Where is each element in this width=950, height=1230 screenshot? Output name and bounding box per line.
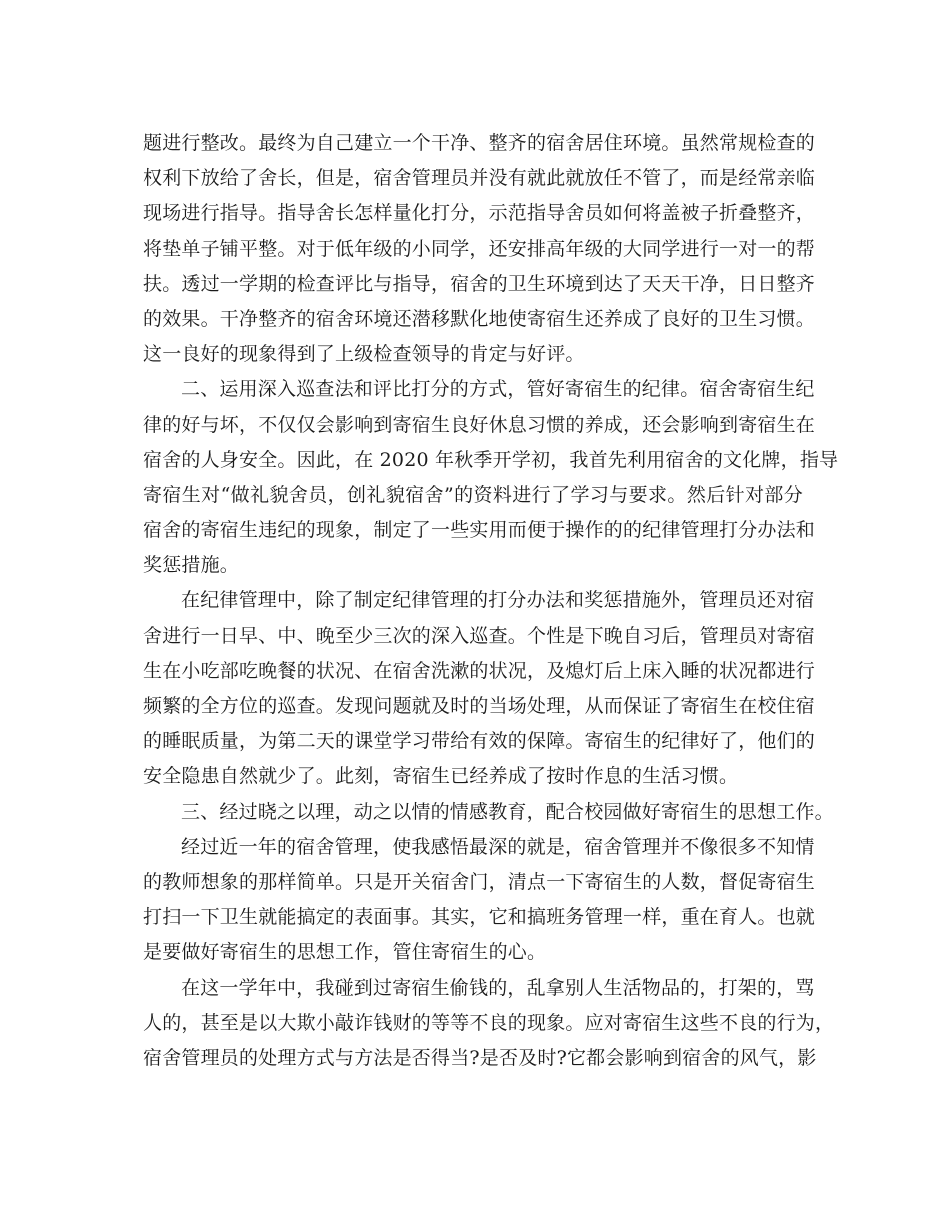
text-line: 奖惩措施。: [143, 554, 240, 577]
text-line: 经过近一年的宿舍管理，使我感悟最深的就是，宿舍管理并不像很多不知情: [181, 835, 815, 858]
text-line: 是要做好寄宿生的思想工作，管住寄宿生的心。: [143, 941, 547, 964]
text-line: 二、运用深入巡查法和评比打分的方式，管好寄宿生的纪律。宿舍寄宿生纪: [181, 378, 815, 401]
text-line: 的睡眠质量，为第二天的课堂学习带给有效的保障。寄宿生的纪律好了，他们的: [143, 730, 816, 753]
text-line: 宿舍管理员的处理方式与方法是否得当?是否及时?它都会影响到宿舍的风气，影: [143, 1046, 817, 1069]
text-line: 舍进行一日早、中、晚至少三次的深入巡查。个性是下晚自习后，管理员对寄宿: [143, 624, 816, 647]
text-line: 律的好与坏，不仅仅会影响到寄宿生良好休息习惯的养成，还会影响到寄宿生在: [143, 413, 816, 436]
text-line: 将垫单子铺平整。对于低年级的小同学，还安排高年级的大同学进行一对一的帮: [143, 237, 816, 260]
text-line: 宿舍的人身安全。因此，在 2020 年秋季开学初，我首先利用宿舍的文化牌，指导: [143, 448, 839, 471]
text-line: 现场进行指导。指导舍长怎样量化打分，示范指导舍员如何将盖被子折叠整齐，: [143, 202, 816, 225]
text-line: 频繁的全方位的巡查。发现问题就及时的当场处理，从而保证了寄宿生在校住宿: [143, 695, 816, 717]
text-line: 的效果。干净整齐的宿舍环境还潜移默化地使寄宿生还养成了良好的卫生习惯。: [143, 307, 816, 330]
text-line: 在纪律管理中，除了制定纪律管理的打分办法和奖惩措施外，管理员还对宿: [181, 589, 815, 612]
text-line: 人的，甚至是以大欺小敲诈钱财的等等不良的现象。应对寄宿生这些不良的行为，: [143, 1011, 835, 1034]
text-line: 生在小吃部吃晚餐的状况、在宿舍洗漱的状况，及熄灯后上床入睡的状况都进行: [143, 659, 816, 682]
text-line: 扶。透过一学期的检查评比与指导，宿舍的卫生环境到达了天天干净，日日整齐: [143, 272, 816, 295]
text-line: 的教师想象的那样简单。只是开关宿舍门，清点一下寄宿生的人数，督促寄宿生: [143, 870, 816, 893]
text-line: 这一良好的现象得到了上级检查领导的肯定与好评。: [143, 343, 585, 366]
text-line: 打扫一下卫生就能搞定的表面事。其实，它和搞班务管理一样，重在育人。也就: [143, 906, 816, 929]
text-line: 题进行整改。最终为自己建立一个干净、整齐的宿舍居住环境。虽然常规检查的: [143, 132, 816, 154]
text-line: 安全隐患自然就少了。此刻，寄宿生已经养成了按时作息的生活习惯。: [143, 765, 739, 788]
text-line: 三、经过晓之以理，动之以情的情感教育，配合校园做好寄宿生的思想工作。: [181, 800, 834, 823]
document-body: [143, 126, 839, 1076]
text-line: 权利下放给了舍长，但是，宿舍管理员并没有就此就放任不管了，而是经常亲临: [143, 167, 816, 190]
text-line: 在这一学年中，我碰到过寄宿生偷钱的，乱拿别人生活物品的，打架的，骂: [181, 976, 815, 999]
text-line: 宿舍的寄宿生违纪的现象，制定了一些实用而便于操作的的纪律管理打分办法和: [143, 519, 816, 542]
text-line: 寄宿生对“做礼貌舍员，创礼貌宿舍”的资料进行了学习与要求。然后针对部分: [143, 483, 803, 506]
